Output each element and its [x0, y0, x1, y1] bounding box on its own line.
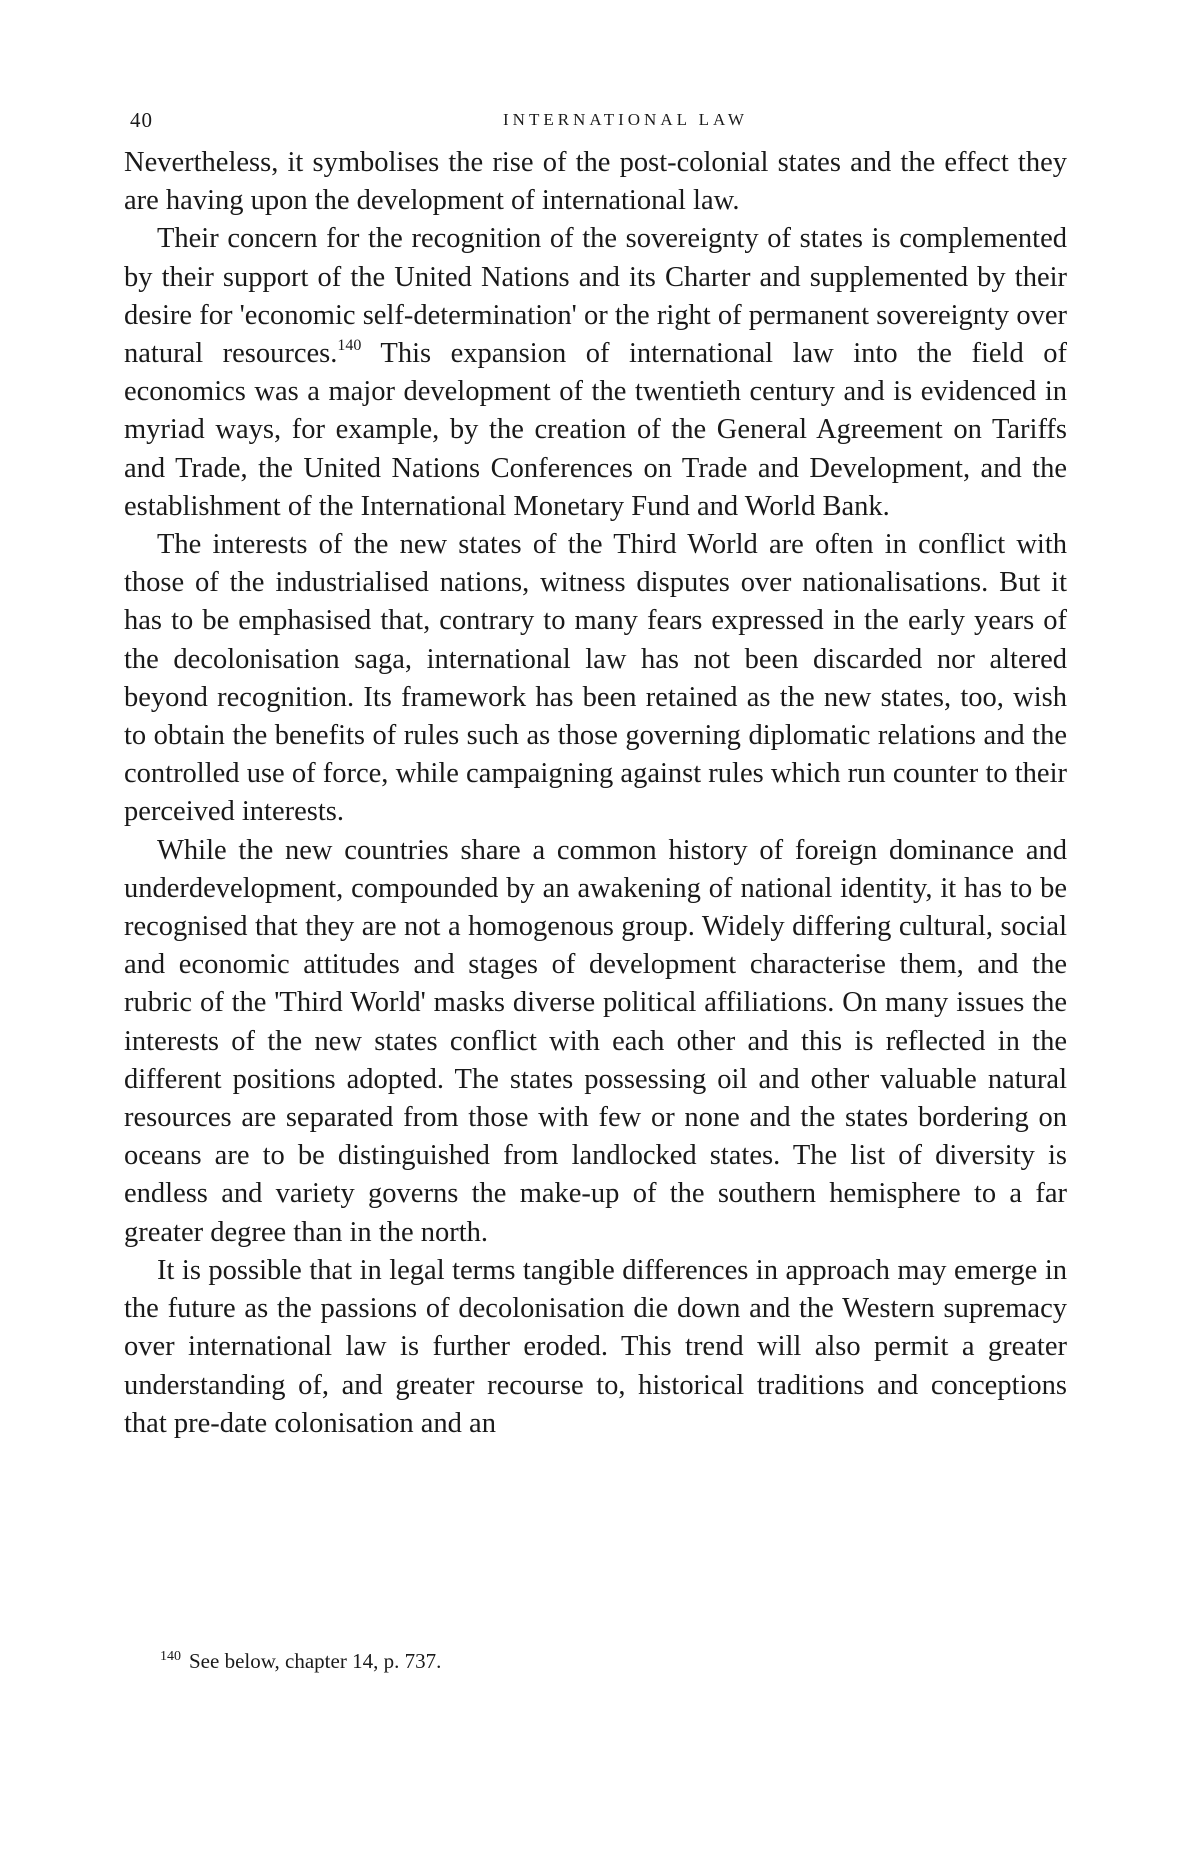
- paragraph-2: [124, 220, 1067, 526]
- paragraph-text: The interests of the new states of the Third World are often in conflict with those of the industrialised nations, witness disputes over nationalisations. But it has to be emphasised that, contrary to many fears expressed in the early years of the decolonisation saga, international law has not been discarded nor altered beyond recognition. Its framework has been retained as the new states, too, wish to obtain the benefits of rules such as those governing diplomatic relations and the controlled use of force, while campaigning against rules which run counter to their perceived interests.: [124, 529, 1067, 828]
- footnote-text: See below, chapter 14, p. 737.: [189, 1649, 442, 1673]
- book-page: [124, 96, 1067, 1443]
- paragraph-text: While the new countries share a common history of foreign dominance and underdevelopment, compounded by an awakening of national identity, it has to be recognised that they are not a homogenous group. Widely differing cultural, social and economic attitudes and stages of development characterise them, and the rubric of the 'Third World' masks diverse political affiliations. On many issues the interests of the new states conflict with each other and this is reflected in the different positions adopted. The states possessing oil and other valuable natural resources are separated from those with few or none and the states bordering on oceans are to be distinguished from landlocked states. The list of diversity is endless and variety governs the make-up of the southern hemisphere to a far greater degree than in the north.: [124, 834, 1067, 1248]
- paragraph-text: Their concern for the recognition of the sovereignty of states is complemented by their support of the United Nations and its Charter and supplemented by their desire for 'economic self-determination' or the right of permanent sovereignty over natural resources.: [124, 223, 1067, 370]
- page-number: 40: [130, 108, 153, 132]
- paragraph-5: [124, 1252, 1067, 1443]
- paragraph-text: It is possible that in legal terms tangible differences in approach may emerge in the future as the passions of decolonisation die down and the Western supremacy over international law is further eroded. This trend will also permit a greater understanding of, and greater recourse to, historical traditions and conceptions that pre-date colonisation and an: [124, 1254, 1067, 1439]
- footnote-reference[interactable]: 140: [337, 337, 362, 355]
- paragraph-text: This expansion of international law into the field of economics was a major development of the twentieth century and is evidenced in myriad ways, for example, by the creation of the General Agreement on Tariffs and Trade, the United Nations Conferences on Trade and Development, and the establishment of the International Monetary Fund and World Bank.: [124, 338, 1067, 522]
- running-title: INTERNATIONAL LAW: [503, 110, 748, 129]
- paragraph-3: [124, 526, 1067, 832]
- running-head: [124, 96, 1067, 144]
- paragraph-4: [124, 832, 1067, 1252]
- paragraph-text: Nevertheless, it symbolises the rise of the post-colonial states and the effect they are having upon the development of international law.: [124, 147, 1067, 217]
- footnote-mark: 140: [160, 1649, 181, 1664]
- paragraph-1: [124, 144, 1067, 220]
- footnote: [160, 1643, 441, 1675]
- footnotes: [160, 1643, 441, 1675]
- body-text: [124, 144, 1067, 1443]
